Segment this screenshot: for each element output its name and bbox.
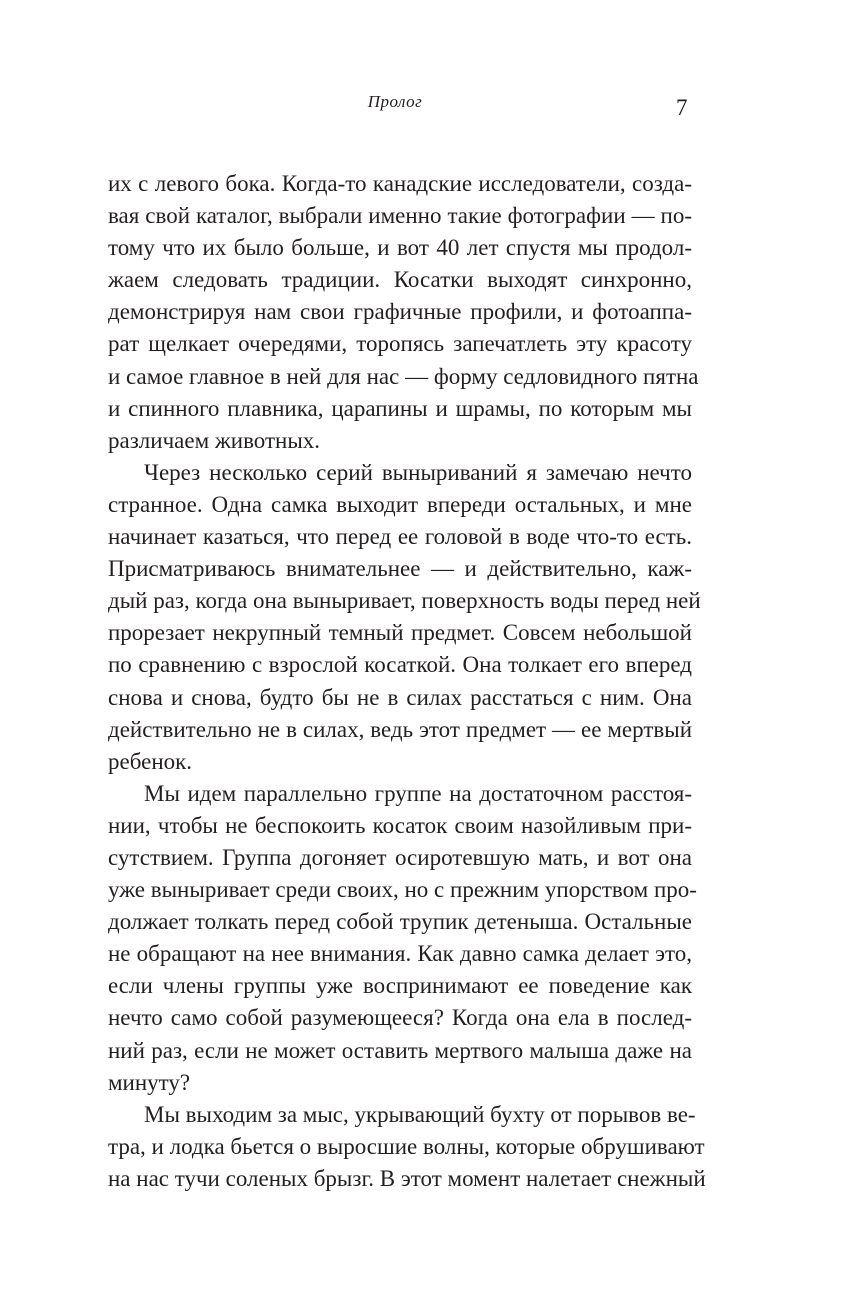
text-line: различаем животных. xyxy=(108,427,321,453)
text-line: должает толкать перед собой трупик детеныша. Остальные xyxy=(108,909,692,935)
body-text xyxy=(108,168,706,1195)
text-line: рат щелкает очередями, торопясь запечатлеть эту красоту xyxy=(108,331,692,357)
text-line: странное. Одна самка выходит впереди остальных, и мне xyxy=(108,491,692,517)
text-line: жаем следовать традиции. Косатки выходят синхронно, xyxy=(108,267,692,293)
text-line: Через несколько серий выныриваний я замечаю нечто xyxy=(144,459,692,485)
paragraph xyxy=(108,1099,706,1195)
text-line: вая свой каталог, выбрали именно такие фотографии — по- xyxy=(108,203,692,229)
text-line: снова и снова, будто бы не в силах расстаться с ним. Она xyxy=(108,684,692,710)
text-line: и спинного плавника, царапины и шрамы, по которым мы xyxy=(108,395,692,421)
text-line: тому что их было больше, и вот 40 лет спустя мы продол- xyxy=(108,235,692,261)
paragraph xyxy=(108,778,697,1099)
text-line: если члены группы уже воспринимают ее поведение как xyxy=(108,973,692,999)
text-line: начинает казаться, что перед ее головой в воде что-то есть. xyxy=(108,524,692,550)
text-line: уже выныривает среди своих, но с прежним упорством про- xyxy=(108,877,697,903)
text-line: не обращают на нее внимания. Как давно самка делает это, xyxy=(108,941,692,967)
text-line: Мы выходим за мыс, укрывающий бухту от порывов ве- xyxy=(144,1101,696,1127)
paragraph xyxy=(108,457,701,778)
text-line: дый раз, когда она выныривает, поверхность воды перед ней xyxy=(108,588,701,614)
text-line: действительно не в силах, ведь этот предмет — ее мертвый xyxy=(108,716,692,742)
text-line: демонстрируя нам свои графичные профили, и фотоаппа- xyxy=(108,299,692,325)
text-line: и самое главное в ней для нас — форму седловидного пятна xyxy=(108,363,699,389)
text-line: Присматриваюсь внимательнее — и действительно, каж- xyxy=(108,556,692,582)
text-line: тра, и лодка бьется о выросшие волны, которые обрушивают xyxy=(108,1133,705,1159)
text-line: минуту? xyxy=(108,1069,191,1095)
text-line: нечто само собой разумеющееся? Когда она ела в послед- xyxy=(108,1005,692,1031)
page-number: 7 xyxy=(676,95,688,120)
text-line: на нас тучи соленых брызг. В этот момент налетает снежный xyxy=(108,1165,706,1191)
text-line: их с левого бока. Когда-то канадские исследователи, созда- xyxy=(108,171,692,196)
text-line: по сравнению с взрослой косаткой. Она толкает его вперед xyxy=(108,652,692,678)
text-line: ребенок. xyxy=(108,748,193,774)
text-line: ний раз, если не может оставить мертвого малыша даже на xyxy=(108,1037,692,1063)
text-line: Мы идем параллельно группе на достаточном расстоя- xyxy=(144,780,692,806)
paragraph xyxy=(108,168,699,457)
text-line: нии, чтобы не беспокоить косаток своим назойливым при- xyxy=(108,812,692,838)
running-head-title: Пролог xyxy=(367,92,423,111)
text-line: сутствием. Группа догоняет осиротевшую мать, и вот она xyxy=(108,844,692,870)
text-line: прорезает некрупный темный предмет. Совсем небольшой xyxy=(108,620,692,646)
